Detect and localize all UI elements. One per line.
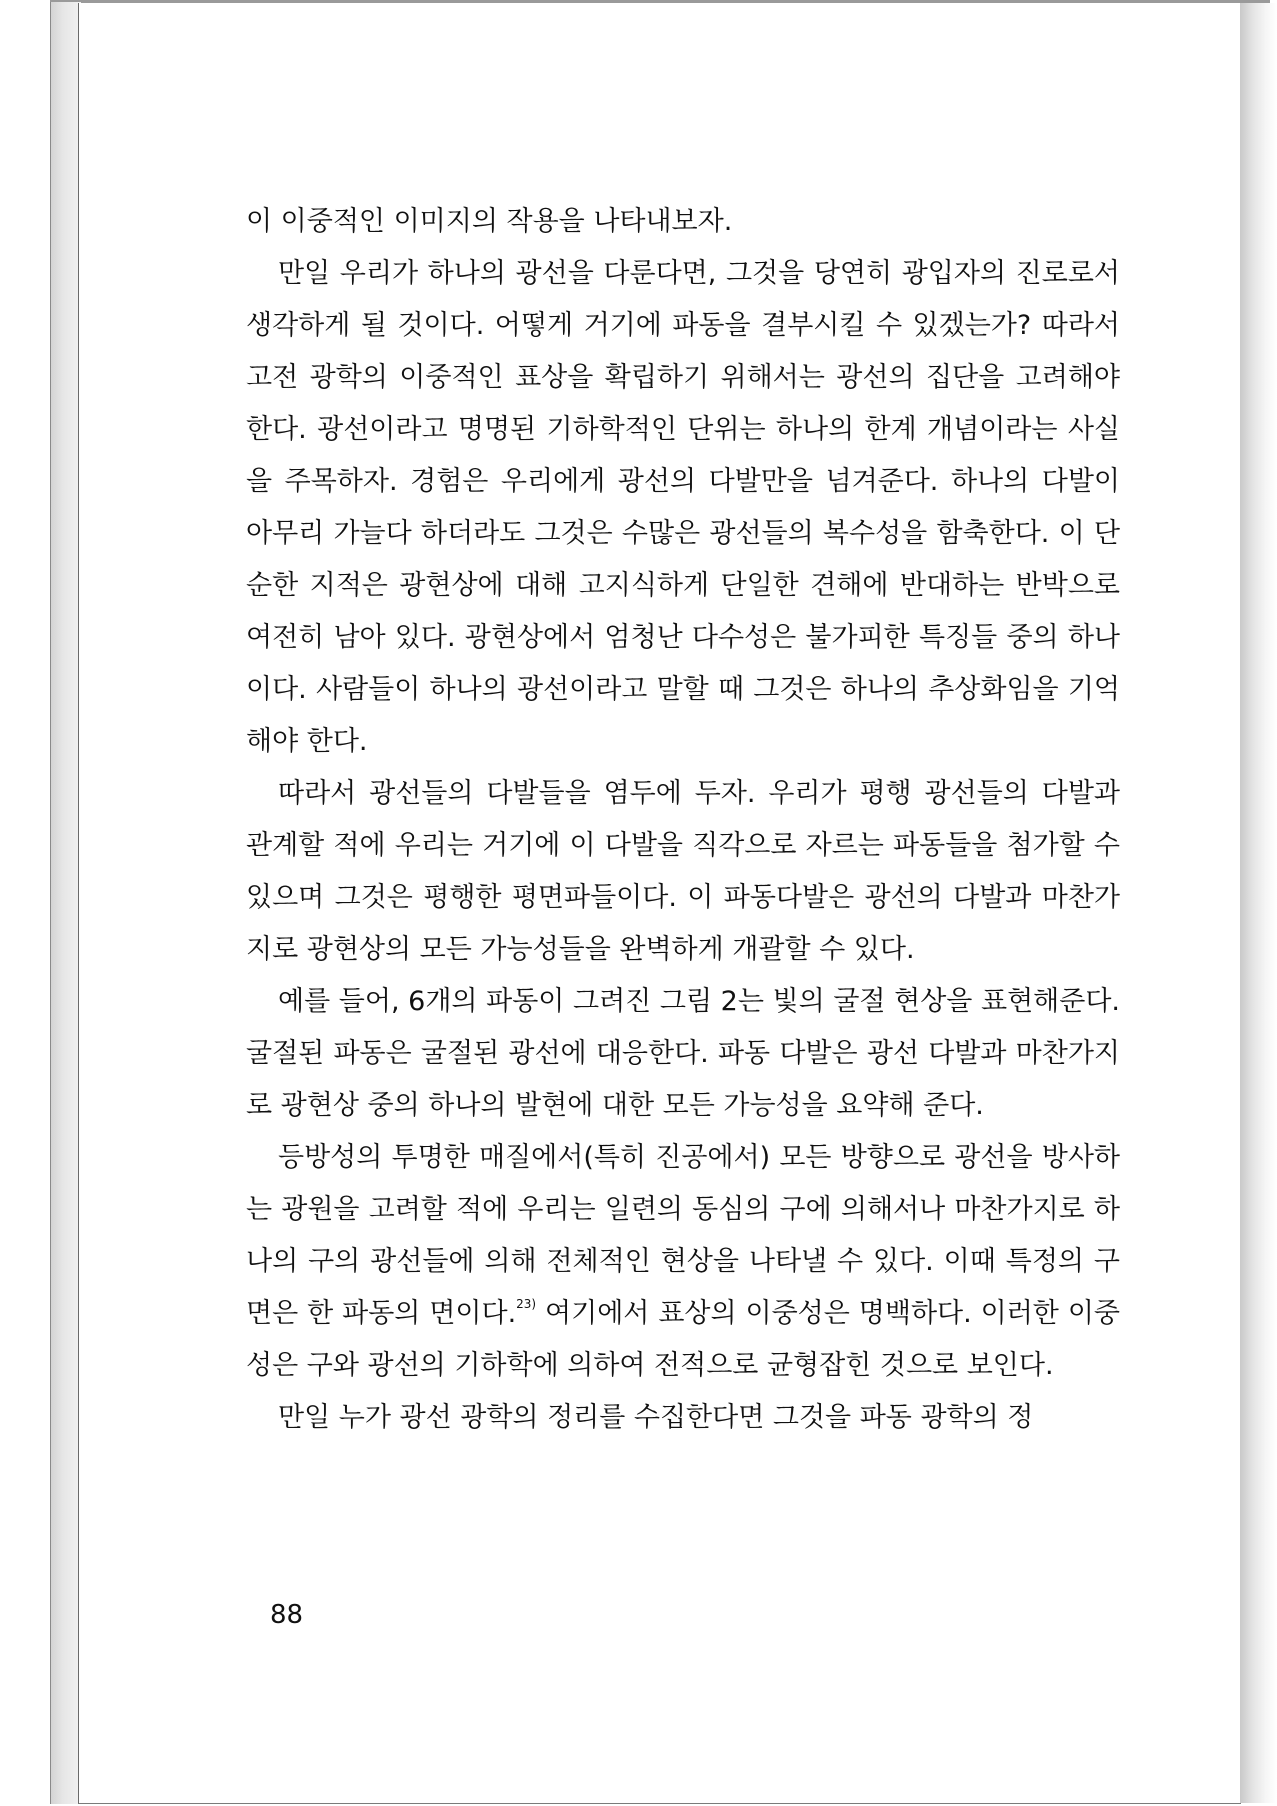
body-text [246, 196, 1120, 1444]
footnote-marker: 23) [516, 1297, 537, 1311]
paragraph-6: 만일 누가 광선 광학의 정리를 수집한다면 그것을 파동 광학의 정 [278, 1402, 1034, 1433]
page-number: 88 [270, 1600, 304, 1630]
paragraph-2: 만일 우리가 하나의 광선을 다룬다면, 그것을 당연히 광입자의 진로로서 생각하게 될 것이다. 어떻게 거기에 파동을 결부시킬 수 있겠는가? 따라서 고전 광학의 이중적인 표상을 확립하기 위해서는 광선의 집단을 고려해야 한다. 광선이라고 명명된 기하학적인 단위는 하나의 한계 개념이라는 사실을 주목하자. 경험은 우리에게 광선의 다발만을 넘겨준다. 하나의 다발이 아무리 가늘다 하더라도 그것은 수많은 광선들의 복수성을 함축한다. 이 단순한 지적은 광현상에 대해 고지식하게 단일한 견해에 반대하는 반박으로 여전히 남아 있다. 광현상에서 엄청난 다수성은 불가피한 특징들 중의 하나이다. 사람들이 하나의 광선이라고 말할 때 그것은 하나의 추상화임을 기억해야 한다. [246, 258, 1120, 757]
paragraph-5-part-2: 여기에서 표상의 이중성은 명백하다. 이러한 이중성은 구와 광선의 기하학에 의하여 전적으로 균형잡힌 것으로 보인다. [246, 1298, 1120, 1381]
paragraph-5 [246, 1132, 1120, 1392]
book-spine [50, 2, 81, 1804]
paragraph-3: 따라서 광선들의 다발들을 염두에 두자. 우리가 평행 광선들의 다발과 관계할 적에 우리는 거기에 이 다발을 직각으로 자르는 파동들을 첨가할 수 있으며 그것은 평행한 평면파들이다. 이 파동다발은 광선의 다발과 마찬가지로 광현상의 모든 가능성들을 완벽하게 개괄할 수 있다. [246, 778, 1120, 965]
paragraph-4: 예를 들어, 6개의 파동이 그려진 그림 2는 빛의 굴절 현상을 표현해준다. 굴절된 파동은 굴절된 광선에 대응한다. 파동 다발은 광선 다발과 마찬가지로 광현상 중의 하나의 발현에 대한 모든 가능성을 요약해 준다. [246, 986, 1120, 1121]
paragraph-1: 이 이중적인 이미지의 작용을 나타내보자. [246, 206, 733, 237]
paragraph-5-part-1: 등방성의 투명한 매질에서(특히 진공에서) 모든 방향으로 광선을 방사하는 광원을 고려할 적에 우리는 일련의 동심의 구에 의해서나 마찬가지로 하나의 구의 광선들에 의해 전체적인 현상을 나타낼 수 있다. 이때 특정의 구면은 한 파동의 면이다. [246, 1142, 1120, 1329]
page-edge-shadow [1240, 3, 1277, 1803]
